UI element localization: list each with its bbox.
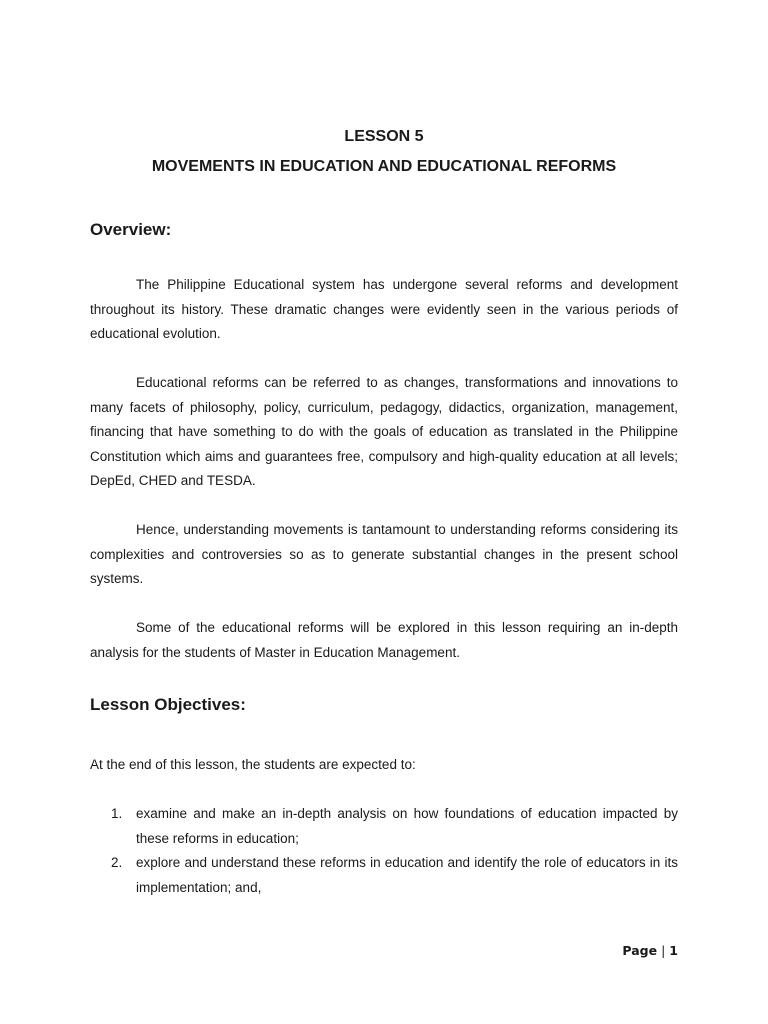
objectives-heading: Lesson Objectives:: [90, 695, 246, 714]
overview-paragraph: The Philippine Educational system has undergone several reforms and development throughout its history. These dramatic changes were evidently seen in the various periods of educational evolution.: [90, 277, 678, 341]
page-footer: [622, 941, 678, 961]
lesson-title: MOVEMENTS IN EDUCATION AND EDUCATIONAL REFORMS: [151, 158, 617, 175]
overview-heading: Overview:: [90, 220, 172, 239]
page-separator: |: [661, 943, 666, 958]
overview-paragraph: Educational reforms can be referred to as changes, transformations and innovations to many facets of philosophy, policy, curriculum, pedagogy, didactics, organization, management, financing that have something to do with the goals of education as translated in the Philippine Constitution which aims and guarantees free, compulsory and high-quality education at all levels; DepEd, CHED and TESDA.: [90, 375, 678, 488]
overview-paragraph: Hence, understanding movements is tantamount to understanding reforms considering its complexities and controversies so as to generate substantial changes in the present school systems.: [90, 522, 678, 586]
objective-item: [90, 851, 678, 900]
objectives-intro: At the end of this lesson, the students are expected to:: [90, 757, 416, 772]
page-number: 1: [669, 943, 678, 958]
objective-item: [90, 802, 678, 851]
objectives-list: [90, 802, 678, 900]
objective-text: examine and make an in-depth analysis on how foundations of education impacted by these reforms in education;: [136, 806, 678, 846]
objective-text: explore and understand these reforms in education and identify the role of educators in its implementation; and,: [136, 855, 678, 895]
overview-paragraph: Some of the educational reforms will be explored in this lesson requiring an in-depth analysis for the students of Master in Education Management.: [90, 620, 678, 660]
objective-number: 1.: [111, 806, 123, 821]
lesson-number: LESSON 5: [344, 128, 424, 145]
objective-number: 2.: [111, 855, 123, 870]
page-label: Page: [622, 943, 658, 958]
